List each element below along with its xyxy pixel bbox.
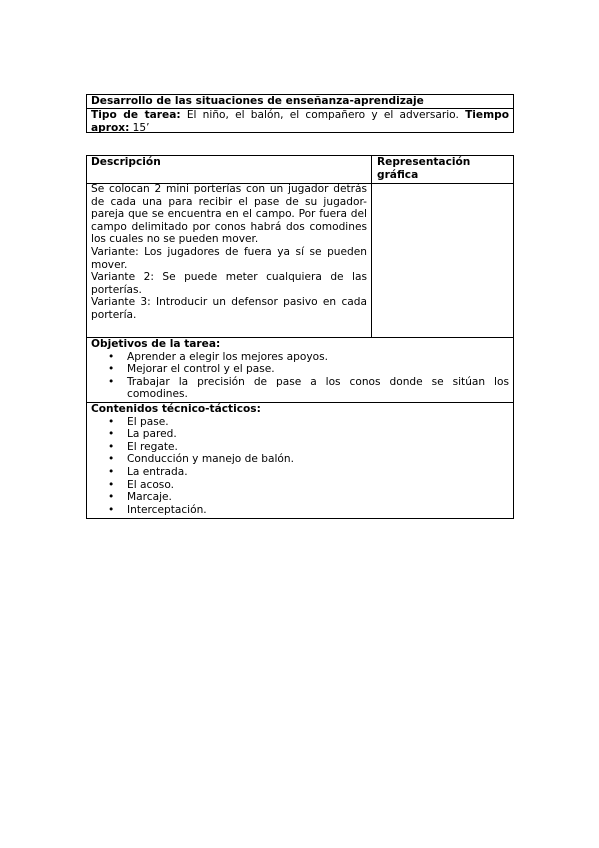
list-item: • El regate. [87,441,513,454]
task-type-value: El niño, el balón, el compañero y el adversario. [180,109,466,121]
task-type-label: Tipo de tarea: [91,109,181,121]
variant-3: Variante 3: Introducir un defensor pasivo en cada portería. [91,296,367,321]
list-item: • Marcaje. [87,491,513,504]
section-title: Desarrollo de las situaciones de enseñanza-aprendizaje [87,95,513,109]
list-item: • Conducción y manejo de balón. [87,453,513,466]
objectives-title: Objetivos de la tarea: [91,338,221,350]
contents-section [87,402,513,518]
variant-1: Variante: Los jugadores de fuera ya sí se pueden mover. [91,245,367,271]
time-label: Tiempo aprox: [91,109,510,134]
task-table [86,155,514,519]
objectives-section [87,337,513,403]
objectives-list [87,351,513,401]
description-cell [91,183,367,322]
list-item: • Mejorar el control y el pase. [87,363,513,376]
contents-list [87,416,513,517]
list-item: • Trabajar la precisión de pase a los conos donde se sitúan los comodines. [87,376,513,401]
variant-2: Variante 2: Se puede meter cualquiera de las porterías. [91,271,367,296]
description-header: Descripción [91,156,161,168]
table-header-row [87,156,513,184]
list-item: • La pared. [87,428,513,441]
column-divider [371,156,372,337]
list-item: • La entrada. [87,466,513,479]
contents-title: Contenidos técnico-tácticos: [91,403,261,415]
list-item: • El pase. [87,416,513,429]
list-item: • El acoso. [87,479,513,492]
list-item: • Interceptación. [87,504,513,517]
header-table [86,94,514,133]
time-value: 15’ [129,121,150,134]
task-type-row [87,109,513,134]
graphic-representation-header: Representación gráfica [377,156,471,181]
description-paragraph: Se colocan 2 mini porterías con un jugador detrás de cada una para recibir el pase de su jugador-pareja que se encuentra en el campo. Por fuera del campo delimitado por conos habrá dos comodines los cuales no se pueden mover. [91,183,367,246]
list-item: • Aprender a elegir los mejores apoyos. [87,351,513,364]
